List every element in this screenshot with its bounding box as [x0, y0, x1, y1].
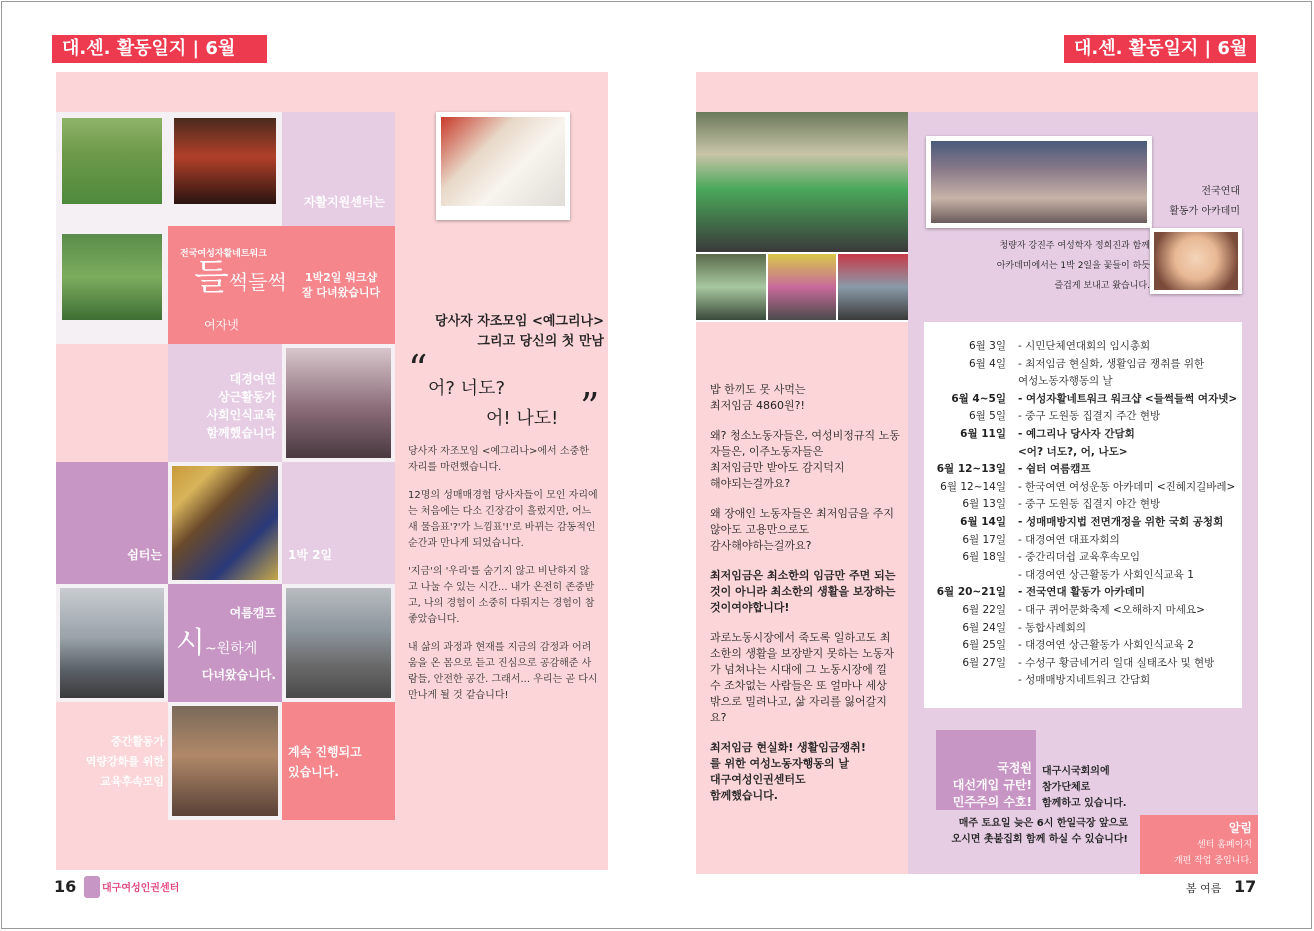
article-title-line1: 당사자 자조모임 <예그리나> — [435, 314, 604, 329]
schedule-event: - 대구 퀴어문화축제 <오해하지 마세요> — [1018, 603, 1205, 616]
photo-protest-signs — [696, 112, 908, 252]
schedule-row — [924, 584, 1242, 602]
schedule-event: <어? 너도?, 어, 나도> — [1018, 445, 1128, 458]
tile-overnight-text: 1박 2일 — [288, 548, 333, 562]
schedule-event: - 쉼터 여름캠프 — [1018, 463, 1091, 476]
schedule-event: - 대경여연 대표자회의 — [1018, 533, 1120, 546]
schedule-event: - 대경여연 상근활동가 사회인식교육 1 — [1018, 568, 1194, 581]
quote-mark-close: ” — [580, 385, 600, 429]
tile-daegyeong-text: 대경여연 상근활동가 사회인식교육 함께했습니다 — [206, 372, 276, 440]
photo-child-smile — [1150, 228, 1242, 294]
tile-summer-camp — [168, 584, 282, 702]
tile-camp-text: 여름캠프 — [229, 606, 276, 620]
logo-mark-icon — [84, 876, 100, 898]
tile-daegyeong — [168, 344, 282, 462]
right-footer-label: 봄 여름 — [1186, 882, 1222, 895]
schedule-event: - 중구 도원동 집결지 주간 현방 — [1018, 410, 1161, 423]
left-page-number: 16 — [54, 877, 77, 896]
schedule-row — [924, 373, 1242, 391]
schedule-date: 6월 17일 — [962, 533, 1006, 546]
logo-text: 대구여성인권센터 — [102, 883, 180, 894]
schedule-date: 6월 12~13일 — [936, 463, 1006, 476]
schedule-date: 6월 14일 — [960, 515, 1006, 528]
article-paragraph: 내 삶의 과정과 현재를 지금의 감정과 어려움을 온 몸으로 듣고 진심으로 공감해준 사람들, 안전한 공간. 그래서... 우리는 곧 다시 만나게 될 것 같습니다! — [408, 642, 598, 701]
photo-outdoor-group — [56, 226, 168, 344]
article-title — [408, 312, 604, 352]
schedule-date — [924, 444, 1012, 462]
academy-caption-title: 전국연대 활동가 아카데미 — [1169, 186, 1240, 217]
min-wage-article — [710, 382, 900, 818]
min-wage-paragraph: 왜 장애인 노동자들은 최저임금을 주지않아도 고용만으로도 감사해야하는걸까요? — [710, 507, 895, 552]
schedule-event: - 한국여연 여성운동 아카데미 <진혜지길바레> — [1018, 480, 1236, 493]
article-title-line2: 그리고 당신의 첫 만남 — [477, 334, 604, 349]
schedule-row — [924, 444, 1242, 462]
tile-cool-rest: ~원하게 — [204, 641, 258, 657]
nis-box — [936, 730, 1036, 810]
photo-booklet — [436, 112, 570, 220]
photo-protest-3 — [838, 254, 908, 320]
tile-cool-text — [176, 628, 257, 665]
schedule-row — [924, 338, 1242, 356]
tile-self-support-text: 자활지원센터는 — [303, 195, 385, 209]
schedule-event: - 성매매방지네트워크 간담회 — [1018, 674, 1151, 687]
schedule-row — [924, 620, 1242, 638]
schedule-event: - 최저임금 현실화, 생활임금 쟁취를 위한 — [1018, 357, 1205, 370]
schedule-date: 6월 25일 — [962, 639, 1006, 652]
schedule-row — [924, 514, 1242, 532]
schedule-date — [924, 373, 1012, 391]
schedule-date: 6월 12~14일 — [940, 480, 1006, 493]
photo-beach-2 — [282, 584, 395, 702]
photo-meeting-table — [168, 702, 282, 820]
photo-academy-lecture — [926, 136, 1152, 228]
schedule-row — [924, 567, 1242, 585]
tile-network-big-char: 들 — [194, 257, 229, 298]
tile-women-network — [168, 226, 395, 344]
tile-continue — [282, 702, 395, 820]
schedule-event: - 중구 도원동 집결지 야간 현방 — [1018, 498, 1161, 511]
tile-cool-big: 시 — [176, 626, 205, 661]
min-wage-paragraph: 과로노동시장에서 죽도록 일하고도 최소한의 생활을 보장받지 못하는 노동자가 넘쳐나는 시대에 그 노동시장에 낄 수 조차없는 사람들은 또 얼마나 세상 밖으로 밀려나고, 삶 자리를 잃어갈지요? — [710, 631, 895, 724]
tile-network-title — [194, 258, 287, 302]
schedule-row — [924, 479, 1242, 497]
schedule-event: - 중간리더쉽 교육후속모임 — [1018, 551, 1141, 564]
min-wage-paragraph: 최저임금 현실화! 생활임금쟁취! 를 위한 여성노동자행동의 날 대구여성인권센터도 함께했습니다. — [710, 741, 866, 802]
right-header-banner: 대.센. 활동일지 | 6월 — [1064, 35, 1256, 63]
tile-network-rest: 썩들썩 — [228, 270, 287, 294]
notice-title: 알림 — [1228, 821, 1252, 835]
schedule-row — [924, 637, 1242, 655]
tile-workshop: 1박2일 워크샵 잘 다녀왔습니다 — [301, 271, 381, 299]
notice-box — [1140, 815, 1258, 874]
schedule-row — [924, 391, 1242, 409]
tile-went-text: 다녀왔습니다. — [201, 668, 276, 682]
schedule-row — [924, 532, 1242, 550]
nis-side-text: 대구시국회의에 참가단체로 함께하고 있습니다. — [1042, 766, 1127, 809]
notice-body: 센터 홈페이지 개편 작업 중입니다. — [1173, 840, 1252, 866]
quote-mark-open: “ — [408, 347, 428, 391]
schedule-date: 6월 3일 — [969, 340, 1006, 352]
min-wage-paragraph: 밥 한끼도 못 사먹는 최저임금 4860원?! — [710, 383, 806, 412]
schedule-row — [924, 426, 1242, 444]
photo-education-room — [282, 344, 395, 462]
schedule-date: 6월 22일 — [962, 603, 1006, 616]
photo-painting — [168, 462, 282, 584]
right-top-band — [696, 72, 1258, 112]
article-paragraph: '지금'의 '우리'를 숨기지 않고 비난하지 않고 나눌 수 있는 시간... 내가 온전히 존중받고, 나의 경험이 소중히 다뤄지는 경험이 참 좋았습니다. — [408, 566, 595, 625]
schedule-list — [924, 322, 1242, 708]
right-page-number: 17 — [1234, 877, 1257, 896]
schedule-row — [924, 549, 1242, 567]
tile-self-support — [282, 112, 395, 226]
schedule-event: - 동합사례회의 — [1018, 621, 1086, 634]
tile-mid-activist — [56, 702, 168, 820]
tile-mid-activist-text: 중간활동가 역량강화를 위한 교육후속모임 — [85, 735, 164, 788]
schedule-event: - 수성구 황금네거리 일대 실태조사 및 현방 — [1018, 656, 1215, 669]
tile-network-sub: 여자넷 — [204, 318, 239, 332]
photo-park-games — [56, 112, 168, 226]
schedule-event: - 여성자활네트워크 워크샵 <들썩들썩 여자넷> — [1018, 392, 1238, 405]
schedule-row — [924, 672, 1242, 690]
schedule-row — [924, 461, 1242, 479]
schedule-event: - 예그리나 당사자 간담회 — [1018, 427, 1135, 440]
schedule-row — [924, 356, 1242, 374]
nis-text: 국정원 대선개입 규탄! 민주주의 수호! — [952, 761, 1032, 809]
tile-network-small: 전국여성자활네트워크 — [180, 249, 267, 259]
min-wage-paragraph: 최저임금은 최소한의 임금만 주면 되는 것이 아니라 최소한의 생활을 보장하는 것이여야합니다! — [710, 569, 896, 614]
article-quote-line2: 어! 나도! — [486, 408, 559, 429]
center-logo — [84, 876, 180, 898]
schedule-row — [924, 602, 1242, 620]
photo-stage-event — [168, 112, 282, 226]
photo-protest-1 — [696, 254, 766, 320]
article-body — [408, 444, 598, 716]
schedule-date — [924, 567, 1012, 585]
schedule-event: 여성노동자행동의 날 — [1018, 375, 1113, 388]
schedule-event: - 성매매방지법 전면개정을 위한 국회 공청회 — [1018, 515, 1224, 528]
academy-caption-body: 청량자 강진주 여성학자 정희진과 함께 아카데미에서는 1박 2일을 꽃들이 하듯 즐겁게 보내고 왔습니다. — [996, 241, 1150, 291]
photo-protest-2 — [768, 254, 836, 320]
schedule-event: - 시민단체연대회의 임시총회 — [1018, 340, 1151, 352]
schedule-event: - 대경여연 상근활동가 사회인식교육 2 — [1018, 639, 1194, 652]
schedule-date: 6월 20~21일 — [936, 586, 1006, 599]
schedule-date: 6월 27일 — [962, 656, 1006, 669]
schedule-date: 6월 24일 — [962, 621, 1006, 634]
schedule-date: 6월 4~5일 — [951, 392, 1006, 405]
schedule-event: - 전국연대 활동가 아카데미 — [1018, 586, 1145, 599]
min-wage-paragraph: 왜? 청소노동자들은, 여성비정규직 노동자들은, 이주노동자들은 최저임금만 받아도 감지덕지 해야되는걸까요? — [710, 429, 900, 490]
nis-bottom-text: 매주 토요일 늦은 6시 한일극장 앞으로 오시면 촛불집회 함께 하실 수 있습니다! — [951, 818, 1128, 845]
photo-beach-1 — [56, 584, 168, 702]
schedule-date: 6월 5일 — [969, 410, 1006, 423]
schedule-date: 6월 4일 — [969, 357, 1006, 370]
schedule-date — [924, 672, 1012, 690]
article-quote-line1: 어? 너도? — [428, 378, 505, 399]
schedule-date: 6월 13일 — [962, 498, 1006, 511]
tile-continue-text: 계속 진행되고 있습니다. — [288, 745, 362, 779]
schedule-date: 6월 11일 — [960, 427, 1006, 440]
schedule-date: 6월 18일 — [962, 551, 1006, 564]
tile-shelter-text: 쉼터는 — [127, 548, 162, 562]
tile-shelter — [56, 462, 168, 584]
schedule-row — [924, 496, 1242, 514]
tile-blank-pink — [56, 344, 168, 462]
tile-overnight — [282, 462, 395, 584]
article-paragraph: 12명의 성매매경험 당사자들이 모인 자리에는 처음에는 다소 긴장감이 흘렀지만, 어느새 물음표'?'가 느낌표'!'로 바뀌는 감동적인 순간과 만나게 되었습니다. — [408, 490, 598, 549]
left-header-banner: 대.센. 활동일지 | 6월 — [52, 35, 267, 63]
schedule-row — [924, 408, 1242, 426]
article-paragraph: 당사자 자조모임 <예그리나>에서 소중한 자리를 마련했습니다. — [408, 446, 589, 473]
schedule-row — [924, 655, 1242, 673]
